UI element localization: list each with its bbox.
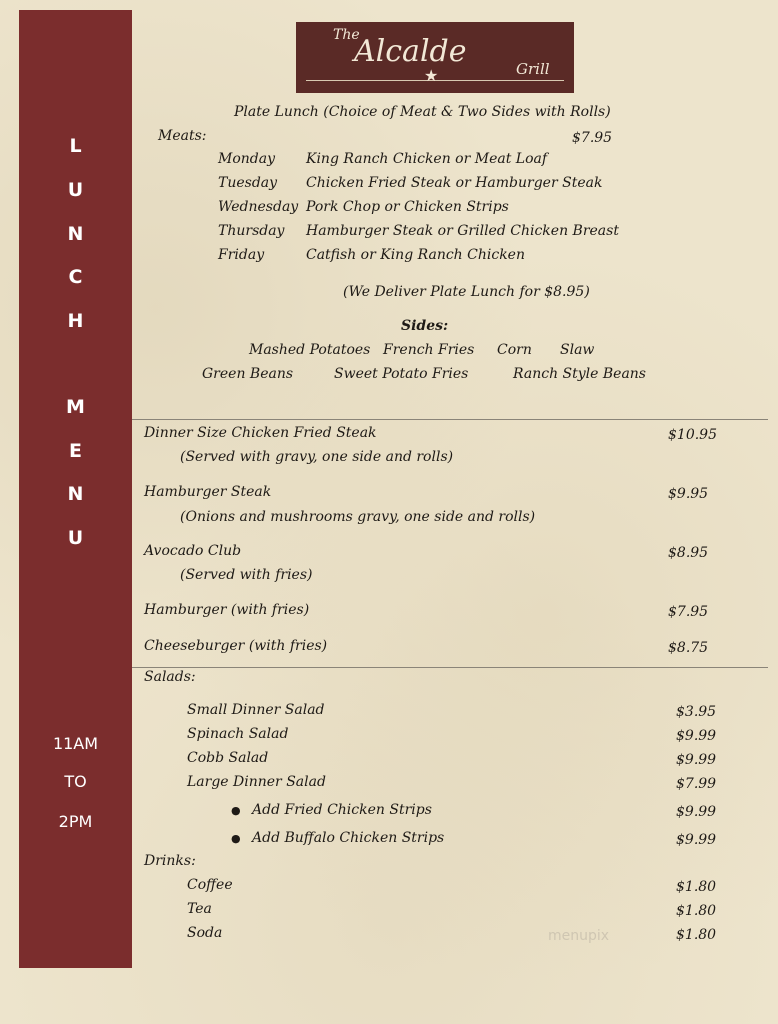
logo-grill: Grill [516,60,550,78]
sidebar-title-letter: M [66,396,85,418]
logo-name: Alcalde [354,34,467,69]
drink-price: $1.80 [676,903,717,919]
sidebar-title-letter: H [67,310,84,332]
entree-note: (Served with gravy, one side and rolls) [180,449,454,465]
drink-name: Tea [187,901,212,917]
salad-name: Spinach Salad [187,726,289,742]
salad-addon-name: Add Fried Chicken Strips [252,802,432,818]
hours-to: TO [64,772,87,791]
salad-addon-price: $9.99 [676,832,717,848]
entree-name: Hamburger (with fries) [144,602,310,618]
sidebar-title-letter: E [69,440,82,462]
delivery-note: (We Deliver Plate Lunch for $8.95) [343,284,590,300]
salad-addon-price: $9.99 [676,804,717,820]
salads-label: Salads: [144,669,196,685]
plate-lunch-title: Plate Lunch (Choice of Meat & Two Sides with Rolls) [234,104,611,120]
entree-price: $8.75 [668,640,709,656]
entree-price: $9.95 [668,486,709,502]
entree-note: (Served with fries) [180,567,313,583]
sidebar-title-letter: C [68,266,83,288]
drinks-label: Drinks: [144,853,196,869]
restaurant-logo [296,22,574,93]
drink-name: Coffee [187,877,233,893]
logo-the: The [333,27,360,43]
entree-price: $8.95 [668,545,709,561]
day-meal: Chicken Fried Steak or Hamburger Steak [306,175,603,191]
day-label: Wednesday [218,199,299,215]
entree-name: Avocado Club [144,543,242,559]
meats-label: Meats: [158,128,207,144]
star-icon: ★ [424,66,439,85]
side-item: Sweet Potato Fries [334,366,469,382]
salad-price: $3.95 [676,704,717,720]
sidebar-title-letter: N [67,483,84,505]
side-item: Green Beans [202,366,294,382]
salad-name: Large Dinner Salad [187,774,326,790]
salad-addon-name: Add Buffalo Chicken Strips [252,830,445,846]
side-item: Mashed Potatoes [249,342,371,358]
entree-name: Dinner Size Chicken Fried Steak [144,425,377,441]
section-divider [132,667,768,668]
watermark: menupix [548,928,610,944]
salad-price: $7.99 [676,776,717,792]
day-label: Tuesday [218,175,278,191]
salad-name: Small Dinner Salad [187,702,325,718]
bullet-icon: ● [231,804,241,817]
drink-price: $1.80 [676,879,717,895]
bullet-icon: ● [231,832,241,845]
entree-price: $7.95 [668,604,709,620]
salad-name: Cobb Salad [187,750,269,766]
day-meal: Catfish or King Ranch Chicken [306,247,525,263]
meats-price: $7.95 [572,130,613,146]
day-meal: Hamburger Steak or Grilled Chicken Breast [306,223,619,239]
hours-end: 2PM [58,812,93,831]
side-item: Ranch Style Beans [513,366,646,382]
side-item: Slaw [560,342,595,358]
side-item: French Fries [383,342,475,358]
day-label: Thursday [218,223,285,239]
drink-price: $1.80 [676,927,717,943]
entree-name: Hamburger Steak [144,484,272,500]
sidebar-title-letter: L [69,135,82,157]
day-label: Friday [218,247,265,263]
day-meal: Pork Chop or Chicken Strips [306,199,509,215]
day-meal: King Ranch Chicken or Meat Loaf [306,151,548,167]
salad-price: $9.99 [676,728,717,744]
entree-note: (Onions and mushrooms gravy, one side and rolls) [180,509,536,525]
sidebar-banner [19,10,132,968]
sides-label: Sides: [401,318,449,334]
drink-name: Soda [187,925,223,941]
hours-start: 11AM [52,734,99,753]
day-label: Monday [218,151,275,167]
salad-price: $9.99 [676,752,717,768]
sidebar-title-letter: U [67,527,84,549]
sidebar-title-letter: U [67,179,84,201]
section-divider [132,419,768,420]
entree-name: Cheeseburger (with fries) [144,638,328,654]
entree-price: $10.95 [668,427,717,443]
side-item: Corn [497,342,532,358]
sidebar-title-letter: N [67,223,84,245]
